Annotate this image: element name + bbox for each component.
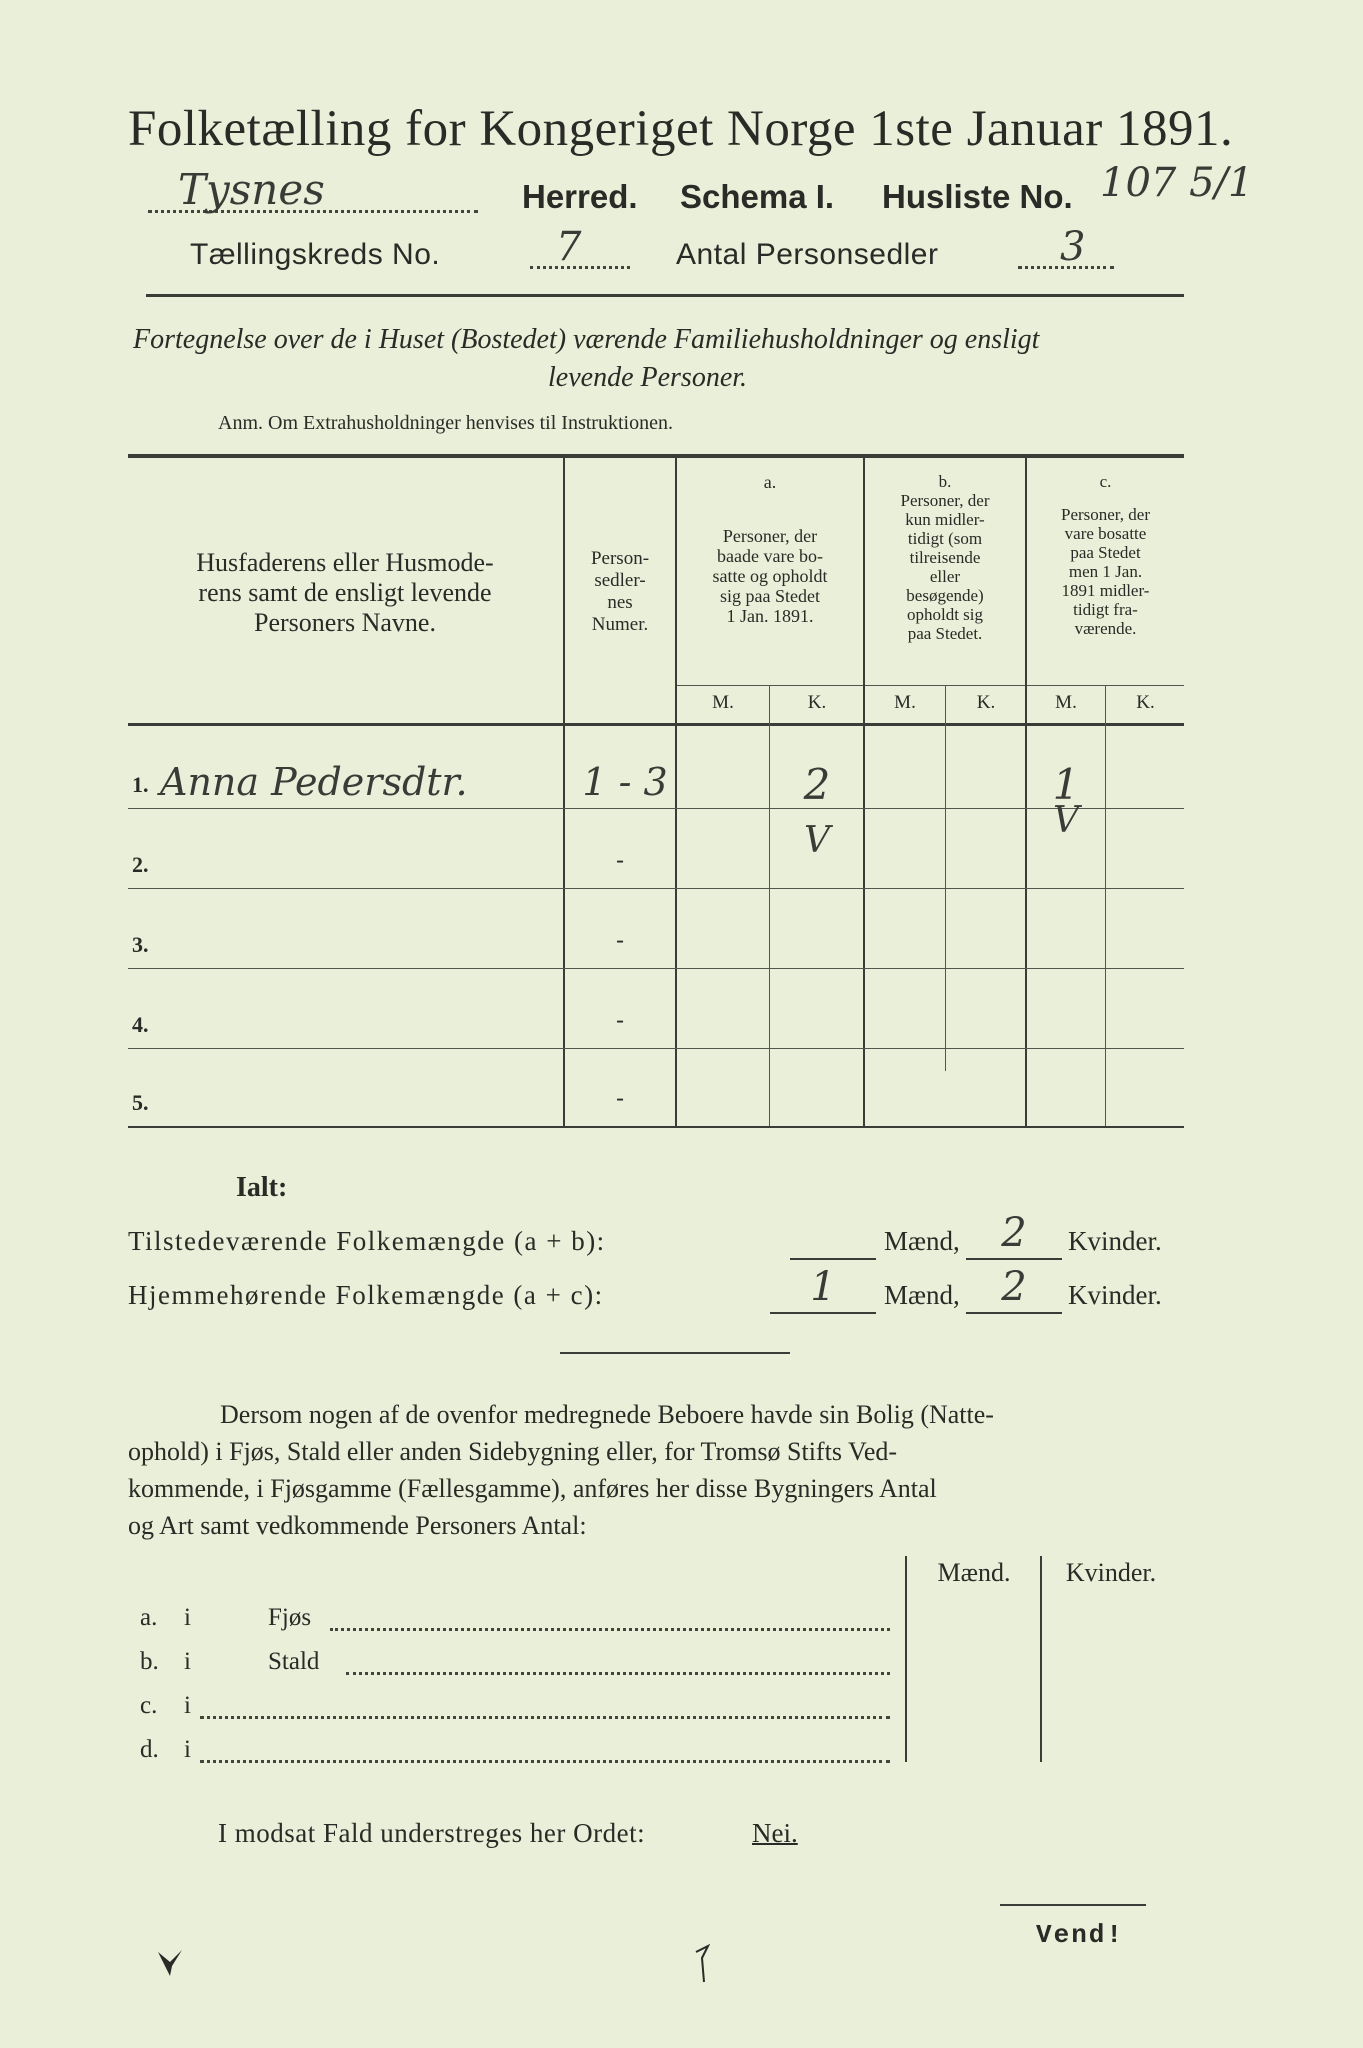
ink-mark-icon [692,1944,712,1988]
form-title: Folketælling for Kongeriget Norge 1ste Januar 1891. [128,101,1234,157]
col-a-line: 1 Jan. 1891. [726,606,814,626]
col-c-line: men 1 Jan. [1068,562,1143,581]
tilstede-kvinder-value: 2 [1001,1210,1027,1256]
row-num: 1 - 3 [582,760,668,804]
row-number: 5. [132,1090,149,1115]
hjemme-label: Hjemmehørende Folkemængde (a + c): [128,1280,604,1310]
building-i: i [184,1736,191,1763]
header-number-line: sedler- [594,570,646,591]
building-i: i [184,1648,191,1675]
header-name-line: rens samt de ensligt levende [198,578,492,607]
header-col-a [678,472,862,626]
buildings-paragraph [128,1396,1188,1544]
col-c-tag: c. [1099,472,1112,491]
herred-value: Tysnes [178,165,325,214]
building-i: i [184,1604,191,1631]
col-b-line: paa Stedet. [907,624,983,643]
header-number-line: Numer. [591,614,649,635]
building-letter: b. [140,1648,159,1675]
col-b-line: kun midler- [905,510,985,529]
paragraph-line: Dersom nogen af de ovenfor medregnede Beboere havde sin Bolig (Natte- [220,1400,994,1429]
row-number: 1. [132,772,149,797]
personsedler-label: Antal Personsedler [676,238,939,271]
row-num: - [615,1084,625,1112]
ialt-label: Ialt: [236,1172,288,1203]
header-col-c [1027,472,1184,638]
header-name-column [140,548,550,638]
husliste-label: Husliste No. [882,178,1073,215]
col-a-tag: a. [763,472,777,492]
row-name: Anna Pedersdtr. [160,760,468,804]
personsedler-value: 3 [1060,224,1086,270]
nei-word: Nei. [752,1818,798,1848]
col-a-m-header: M. [712,692,734,713]
vend-text: Vend! [1036,1920,1125,1950]
building-label: Stald [268,1648,320,1675]
intro-note: Anm. Om Extrahusholdninger henvises til Instruktionen. [218,412,673,434]
building-letter: a. [140,1604,158,1631]
header-number-line: Person- [590,548,650,569]
col-c-line: paa Stedet [1070,543,1141,562]
col-c-line: vare bosatte [1064,524,1147,543]
paragraph-line: ophold) i Fjøs, Stald eller anden Sidebygning eller, for Tromsø Stifts Ved- [128,1437,898,1466]
totals-line-2 [128,1264,1188,1320]
tilstede-label: Tilstedeværende Folkemængde (a + b): [128,1226,606,1256]
header-number-line: nes [607,592,633,613]
header-name-line: Husfaderens eller Husmode- [196,548,494,577]
col-b-line: opholdt sig [906,605,984,624]
row-number: 3. [132,932,149,957]
col-a-k-header: K. [807,692,827,713]
paragraph-line: og Art samt vedkommende Personers Antal: [128,1511,587,1540]
col-c-line: tidigt fra- [1073,600,1138,619]
row-num: - [615,846,625,874]
row-number: 4. [132,1012,149,1037]
totals-line-1 [128,1210,1188,1266]
intro-line-2: levende Personer. [548,362,748,393]
building-letter: c. [140,1692,158,1719]
row-c-m: 1 [1052,760,1080,809]
hjemme-maend-value: 1 [810,1264,836,1310]
header-number-column [566,548,674,636]
col-c-k-header: K. [1136,692,1155,713]
row-num: - [615,926,625,954]
col-b-line: eller [929,567,961,586]
col-b-line: tilreisende [909,548,981,567]
ink-mark-icon [156,1948,186,1982]
header-name-line: Personers Navne. [254,608,436,637]
col-c-line: 1891 midler- [1061,581,1150,600]
schema-label: Schema I. [680,178,835,215]
kvinder-label: Kvinder. [1068,1226,1162,1256]
col-a-line: satte og opholdt [712,566,828,586]
row-c-m: V [1053,800,1079,841]
kreds-value: 7 [556,224,582,270]
col-b-line: besøgende) [906,586,984,605]
buildings-kvinder-header: Kvinder. [1065,1558,1157,1587]
col-a-line: baade vare bo- [717,546,823,566]
herred-label: Herred. [522,178,638,215]
col-b-line: Personer, der [900,491,990,510]
row-number: 2. [132,852,149,877]
maend-label: Mænd, [884,1226,960,1256]
row-a-k: 2 [803,760,831,809]
col-b-tag: b. [938,472,952,491]
col-b-m-header: M. [894,692,916,713]
row-num: - [615,1006,625,1034]
col-b-k-header: K. [976,692,996,713]
col-c-m-header: M. [1055,692,1077,713]
hjemme-kvinder-value: 2 [1001,1264,1027,1310]
kreds-label: Tællingskreds No. [190,238,441,271]
buildings-maend-header: Mænd. [937,1558,1011,1587]
building-i: i [184,1692,191,1719]
col-a-line: sig paa Stedet [720,586,820,606]
husliste-value: 107 5/1 [1100,160,1254,206]
col-b-line: tidigt (som [907,529,983,548]
paragraph-line: kommende, i Fjøsgamme (Fællesgamme), anføres her disse Bygningers Antal [128,1474,937,1503]
intro-line-1: Fortegnelse over de i Huset (Bostedet) værende Familiehusholdninger og ensligt [133,324,1040,355]
maend-label: Mænd, [884,1280,960,1310]
modsat-text: I modsat Fald understreges her Ordet: [218,1818,646,1848]
building-label: Fjøs [268,1604,312,1631]
row-a-k: V [804,820,830,861]
kvinder-label: Kvinder. [1068,1280,1162,1310]
col-c-line: Personer, der [1060,505,1150,524]
building-letter: d. [140,1736,159,1763]
col-a-line: Personer, der [722,526,818,546]
col-c-line: værende. [1074,619,1137,638]
header-col-b [865,472,1025,643]
